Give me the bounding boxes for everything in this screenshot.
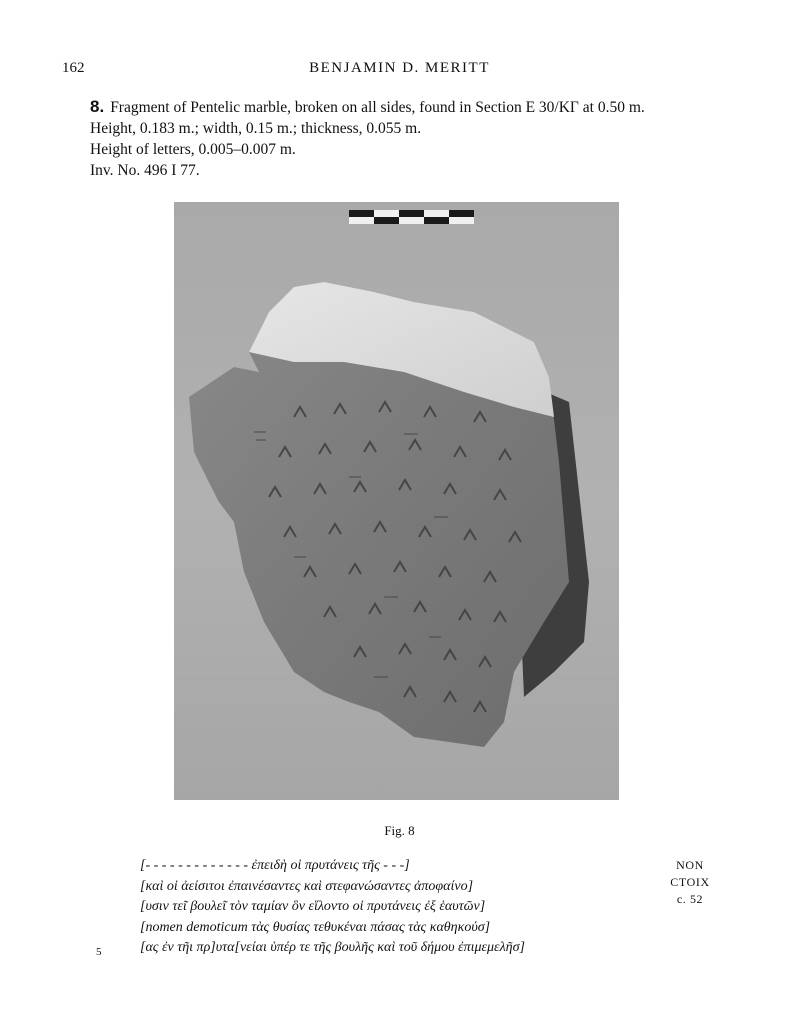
inscription-line-4: [nomen demoticum τὰς θυσίας τεθυκέναι πάσας τὰς καθηκούσ] — [140, 919, 491, 935]
non-stoichedon-note — [650, 857, 730, 908]
non-stoix-line-2: CTOIX — [670, 875, 710, 889]
inscription-line-5: [ας ἐν τῆι πρ]υτα[νείαι ὑπέρ τε τῆς βουλῆς καὶ τοῦ δήμου ἐπιμεμελῆσ] — [140, 940, 525, 955]
scale-bar — [349, 210, 474, 224]
non-stoix-line-1: NON — [676, 858, 704, 872]
entry-dimensions: Height, 0.183 m.; width, 0.15 m.; thickness, 0.055 m. — [90, 120, 422, 137]
page-number: 162 — [62, 60, 85, 76]
entry-description-line — [90, 96, 645, 118]
entry-description: Fragment of Pentelic marble, broken on all sides, found in Section E 30/ΚΓ at 0.50 m. — [110, 99, 645, 116]
entry-header — [90, 96, 645, 181]
entry-letter-height: Height of letters, 0.005–0.007 m. — [90, 141, 296, 158]
fragment-photograph — [174, 202, 619, 800]
inscription-line-1: [- - - - - - - - - - - - - ἐπειδὴ οἱ πρυτάνεις τῆς - - -] — [140, 858, 410, 873]
non-stoix-line-3: c. 52 — [676, 892, 704, 906]
entry-inventory: Inv. No. 496 I 77. — [90, 162, 200, 179]
inscription-line-3: [υσιν τε̃ι βουλε̃ι τὸν ταμίαν ὃν εἵλοντο οἱ πρυτάνεις ἐξ ἑαυτῶν] — [140, 899, 486, 914]
entry-number: 8. — [90, 97, 105, 116]
figure-caption: Fig. 8 — [384, 823, 415, 838]
fragment-photograph-image — [174, 202, 619, 800]
inscription-line-2: [καὶ οἱ ἀείσιτοι ἐπαινέσαντες καὶ στεφανώσαντες ἀποφαίνο] — [140, 878, 474, 894]
inscription-text — [140, 856, 525, 959]
line-number-marker: 5 — [96, 946, 102, 958]
running-head: BENJAMIN D. MERITT — [309, 60, 490, 76]
